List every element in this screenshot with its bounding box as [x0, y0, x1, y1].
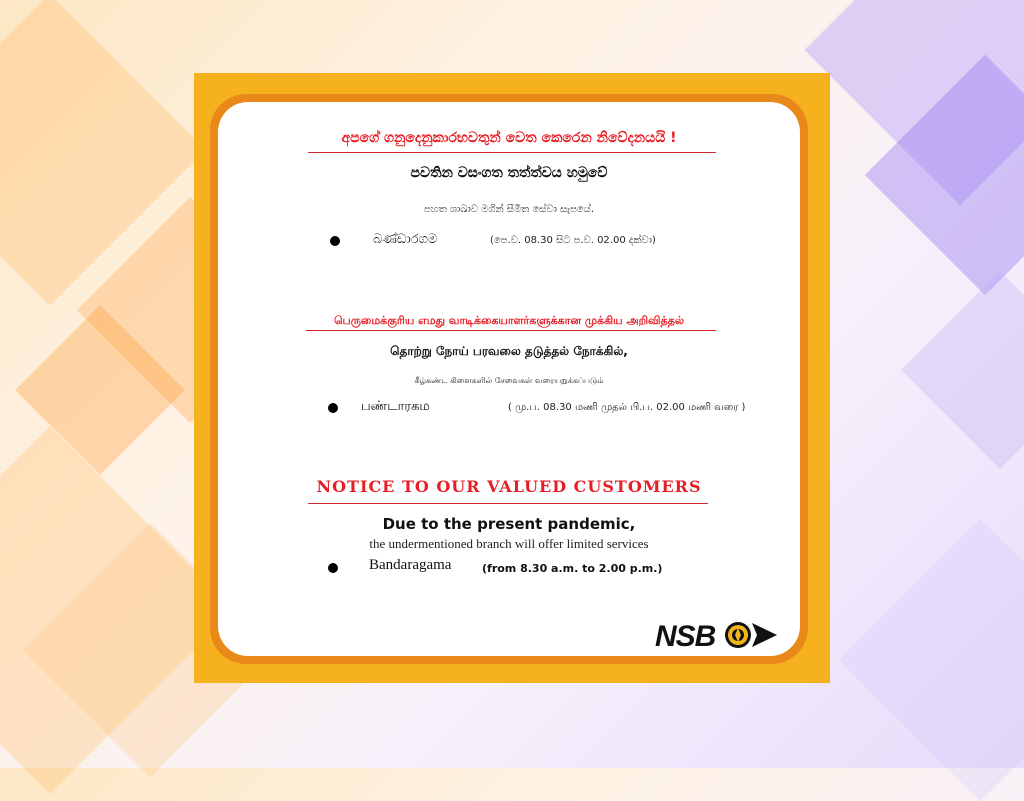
sinhala-branch: බණ්ඩාරගම — [373, 232, 438, 247]
notice-border — [210, 94, 808, 664]
notice-frame — [194, 73, 830, 683]
tamil-heading: பெருமைக்குரிய எமது வாடிக்கையாளர்களுக்கான முக்கிய அறிவித்தல் — [333, 314, 685, 327]
sinhala-subheading: පවතින වසංගත තත්ත්වය හමුවේ — [410, 165, 608, 181]
notice-card — [218, 102, 800, 656]
sinhala-hours: (පෙ.ව. 08.30 සිට ප.ව. 02.00 දක්වා) — [490, 235, 656, 246]
english-heading: NOTICE TO OUR VALUED CUSTOMERS — [316, 477, 702, 496]
tamil-heading-rule — [306, 330, 716, 331]
english-hours: (from 8.30 a.m. to 2.00 p.m.) — [482, 562, 663, 575]
english-subheading: Due to the present pandemic, — [382, 515, 636, 533]
sinhala-heading: අපගේ ගනුදෙනුකාරභවතුන් වෙත කෙරෙන නිවේදනයයි ! — [341, 130, 677, 146]
bullet-icon — [330, 236, 340, 246]
tamil-line: கீழ்கண்ட கிளைகளில் சேவைகள் வரையறுக்கப்படும் — [414, 376, 604, 385]
tamil-hours: ( மு.ப. 08.30 மணி முதல் பி.ப. 02.00 மணி வரை ) — [508, 402, 746, 413]
tamil-branch: பண்டாரகம — [361, 399, 430, 414]
bullet-icon — [328, 403, 338, 413]
nsb-logo — [655, 615, 780, 655]
sinhala-line: පහත ශාඛාව මගින් සීමිත සේවා සැපයේ. — [423, 204, 595, 215]
english-line: the undermentioned branch will offer limited services — [369, 536, 649, 551]
tamil-subheading: தொற்று நோய் பரவலை தடுத்தல் நோக்கில், — [390, 344, 628, 358]
bg-decor-shape — [839, 519, 1024, 801]
bg-decor-shape — [901, 271, 1024, 469]
english-heading-rule — [308, 503, 708, 504]
nsb-emblem-arrow-icon — [655, 615, 780, 655]
bullet-icon — [328, 563, 338, 573]
english-branch: Bandaragama — [369, 557, 452, 573]
nsb-logo-text: NSB — [655, 620, 716, 653]
sinhala-heading-rule — [308, 152, 716, 153]
